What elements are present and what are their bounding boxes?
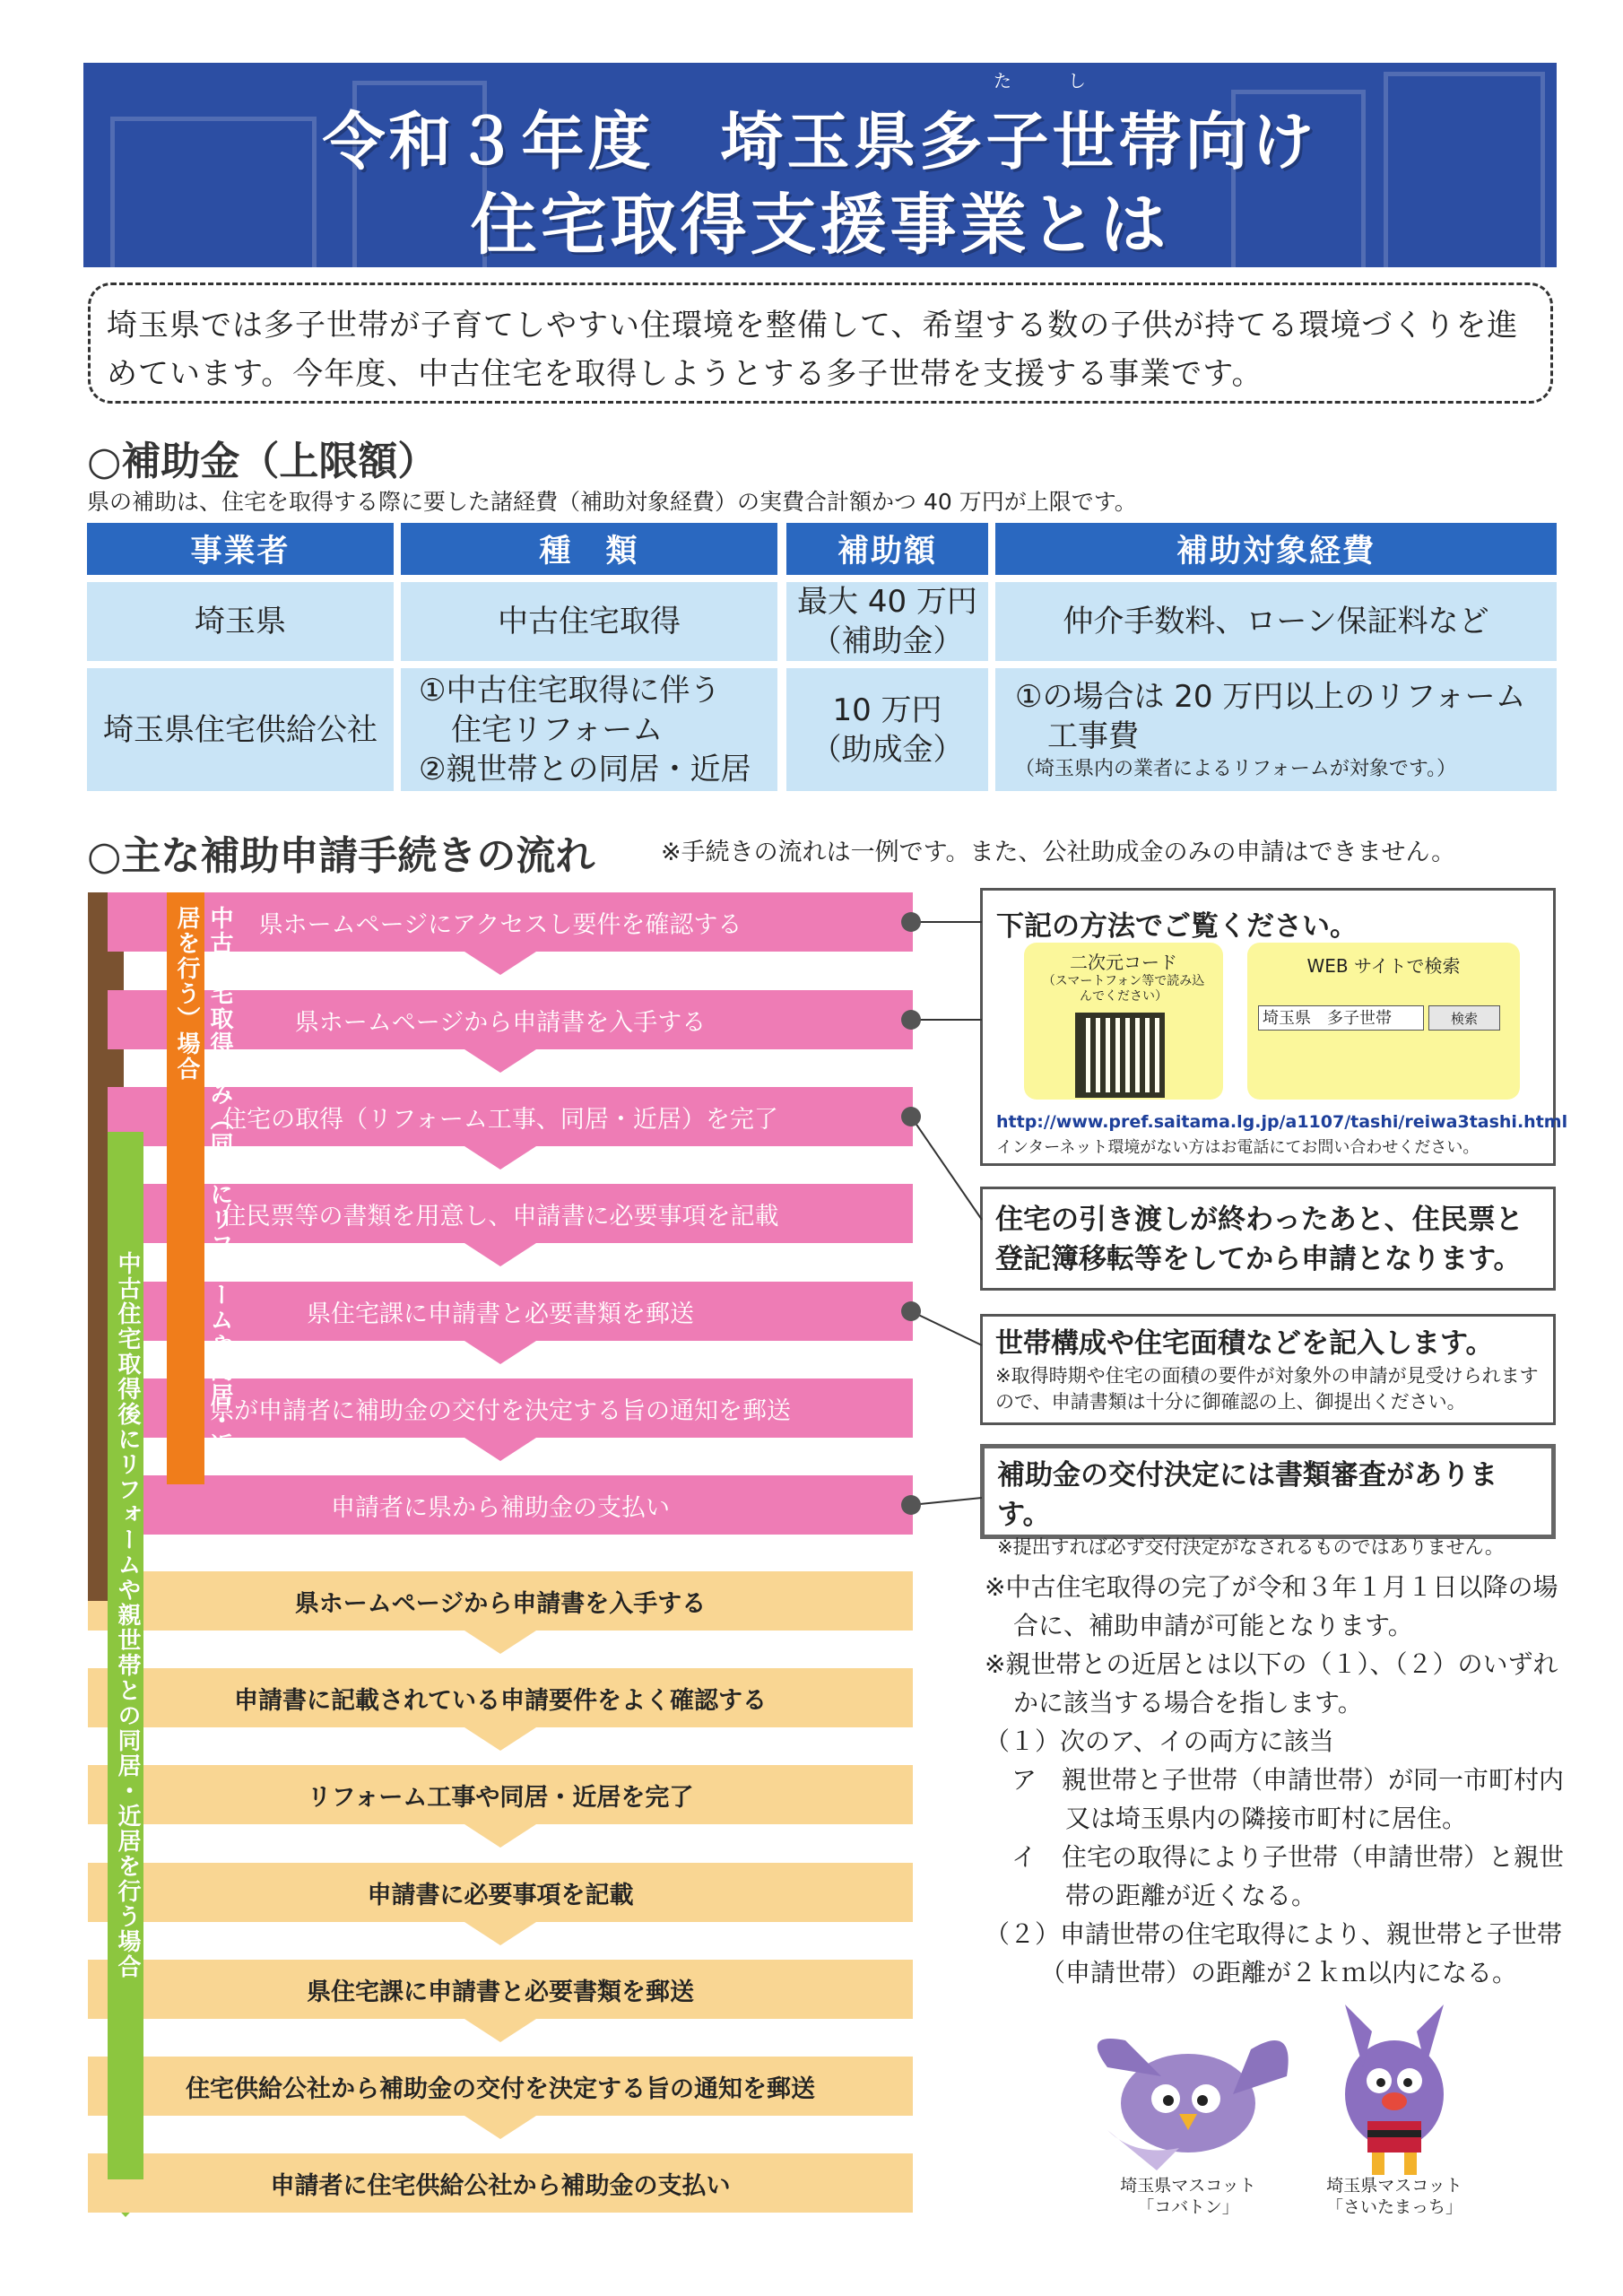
review-callout-title: 補助金の交付決定には書類審査があります。: [997, 1459, 1497, 1531]
amount-kind: （助成金）: [811, 731, 964, 768]
table-cell-operator: 埼玉県住宅供給公社: [87, 668, 394, 791]
qr-note: （スマートフォン等で読み込んでください）: [1042, 974, 1205, 1004]
mascot-caption-line: 「さいたまっち」: [1325, 2197, 1462, 2217]
expense-note: （埼玉県内の業者によるリフォームが対象です。）: [1015, 757, 1457, 780]
mascot-caption-line: 埼玉県マスコット: [1120, 2176, 1256, 2196]
step-label: 申請書に記載されている申請要件をよく確認する: [234, 1686, 767, 1715]
step-label: 住宅供給公社から補助金の交付を決定する旨の通知を郵送: [186, 2074, 815, 2103]
ruby-ta: た: [994, 70, 1011, 91]
type-line: 住宅リフォーム: [451, 711, 664, 748]
connector-dot: [901, 1301, 921, 1321]
connector-dot: [901, 1495, 921, 1515]
note-item: ※親世帯との近居とは以下の（１）、（２）のいずれかに該当する場合を指します。: [985, 1649, 1558, 1718]
household-callout-title: 世帯構成や住宅面積などを記入します。: [995, 1327, 1494, 1360]
household-callout-note: ※取得時期や住宅の面積の要件が対象外の申請が見受けられますので、申請書類は十分に御確認の上、御提出ください。: [995, 1365, 1539, 1413]
subsidy-section-title: ○補助金（上限額）: [87, 439, 438, 484]
search-title: WEB サイトで検索: [1306, 955, 1461, 977]
table-header-operator: 事業者: [87, 523, 394, 575]
web-url-note: インターネット環境がない方はお電話にてお問い合わせください。: [996, 1138, 1480, 1157]
step-label: 県ホームページにアクセスし要件を確認する: [258, 910, 742, 939]
intro-box: 埼玉県では多子世帯が子育てしやすい住環境を整備して、希望する数の子供が持てる環境づくりを進めています。今年度、中古住宅を取得しようとする多子世帯を支援する事業です。: [88, 283, 1553, 404]
step-label: 申請書に必要事項を記載: [367, 1881, 634, 1909]
table-header-amount: 補助額: [786, 523, 988, 575]
mascot-caption-line: 「コバトン」: [1137, 2197, 1239, 2217]
table-cell-type: 中古住宅取得: [401, 582, 777, 661]
note-item: （１）次のア、イの両方に該当: [985, 1726, 1334, 1756]
web-url-link[interactable]: http://www.pref.saitama.lg.jp/a1107/tashi/reiwa3tashi.html: [996, 1112, 1568, 1132]
expense-line: ①の場合は 20 万円以上のリフォーム: [1015, 678, 1526, 715]
mascot-caption-line: 埼玉県マスコット: [1326, 2176, 1462, 2196]
note-item: （２）申請世帯の住宅取得により、親世帯と子世帯（申請世帯）の距離が２ｋｍ以内になる。: [985, 1919, 1563, 1987]
step-label: 県ホームページから申請書を入手する: [294, 1589, 707, 1618]
step-label: 申請者に県から補助金の支払い: [331, 1493, 670, 1522]
note-item: イ 住宅の取得により子世帯（申請世帯）と親世帯の距離が近くなる。: [1011, 1842, 1565, 1910]
type-line: ①中古住宅取得に伴う: [419, 672, 721, 709]
step-label: 県ホームページから申請書を入手する: [294, 1008, 707, 1037]
web-callout-title: 下記の方法でご覧ください。: [996, 910, 1358, 943]
table-header-type: 種 類: [401, 523, 777, 575]
review-callout-note: ※提出すれば必ず交付決定がなされるものではありません。: [997, 1536, 1504, 1558]
table-cell-expense: 仲介手数料、ローン保証料など: [995, 582, 1557, 661]
green-track-label: 中古住宅取得後にリフォームや親世帯との同居・近居を行う場合: [114, 1251, 141, 1979]
page-title-line1: 令和３年度 埼玉県多子世帯向け: [322, 105, 1318, 178]
type-line: ②親世帯との同居・近居: [419, 751, 751, 787]
connector-dot: [901, 1010, 921, 1030]
step-label: 県住宅課に申請書と必要書類を郵送: [307, 1978, 694, 2006]
step-label: リフォーム工事や同居・近居を完了: [307, 1783, 694, 1812]
note-item: ※中古住宅取得の完了が令和３年１月１日以降の場合に、補助申請が可能となります。: [985, 1572, 1558, 1640]
table-cell-operator: 埼玉県: [87, 582, 394, 661]
step-label: 県が申請者に補助金の交付を決定する旨の通知を郵送: [210, 1396, 791, 1425]
flow-note: ※手続きの流れは一例です。また、公社助成金のみの申請はできません。: [661, 839, 1456, 866]
amount-value: 最大 40 万円: [797, 584, 977, 620]
flow-section-title: ○主な補助申請手続きの流れ: [87, 833, 595, 879]
ruby-shi: し: [1068, 70, 1086, 91]
qr-title: 二次元コード: [1070, 952, 1177, 973]
search-input[interactable]: 埼玉県 多子世帯: [1258, 1005, 1424, 1031]
step-label: 住宅の取得（リフォーム工事、同居・近居）を完了: [222, 1105, 778, 1134]
search-button[interactable]: 検索: [1428, 1005, 1500, 1031]
page-title-line2: 住宅取得支援事業とは: [470, 187, 1170, 264]
expense-line: 工事費: [1047, 718, 1139, 754]
note-item: ア 親世帯と子世帯（申請世帯）が同一市町村内又は埼玉県内の隣接市町村に居住。: [1011, 1765, 1565, 1833]
amount-value: 10 万円: [832, 691, 942, 728]
amount-kind: （補助金）: [811, 623, 964, 659]
step-label: 住民票等の書類を用意し、申請書に必要事項を記載: [221, 1202, 779, 1231]
connector-dot: [901, 912, 921, 932]
orange-track-label: 中古住宅取得のみ（同時にリフォームや同居・近居を行う）場合: [173, 906, 233, 1458]
delivery-callout: 住宅の引き渡しが終わったあと、住民票と登記簿移転等をしてから申請となります。: [980, 1187, 1556, 1291]
step-label: 県住宅課に申請書と必要書類を郵送: [307, 1300, 694, 1328]
step-label: 申請者に住宅供給公社から補助金の支払い: [270, 2171, 731, 2200]
table-header-expense: 補助対象経費: [995, 523, 1557, 575]
connector-dot: [901, 1107, 921, 1126]
subsidy-description: 県の補助は、住宅を取得する際に要した諸経費（補助対象経費）の実費合計額かつ 40 万円が上限です。: [87, 489, 1137, 515]
